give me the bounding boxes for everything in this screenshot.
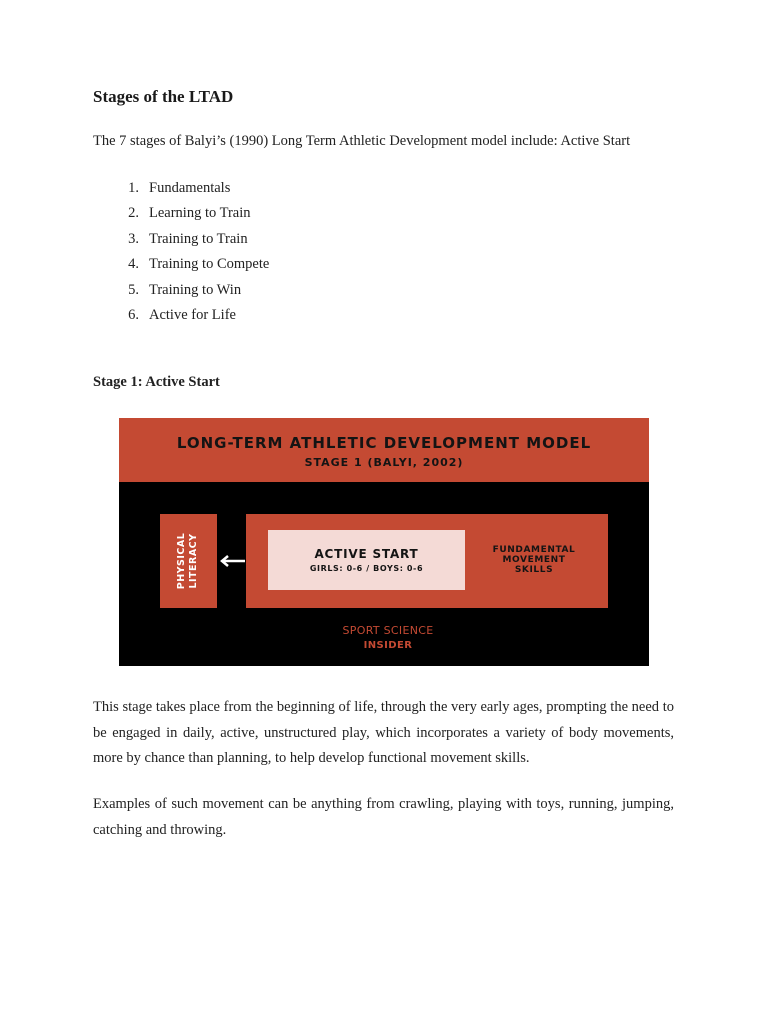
arrow-left-icon bbox=[217, 554, 247, 568]
diagram-title: LONG-TERM ATHLETIC DEVELOPMENT MODEL bbox=[176, 434, 592, 452]
active-start-ages: GIRLS: 0-6 / BOYS: 0-6 bbox=[309, 564, 424, 573]
page-title: Stages of the LTAD bbox=[93, 87, 234, 106]
intro-paragraph: The 7 stages of Balyi’s (1990) Long Term Athletic Development model include: Active Start bbox=[93, 133, 631, 149]
fundamental-movement-skills-label: FUNDAMENTAL MOVEMENT SKILLS bbox=[492, 545, 576, 575]
list-item: 6. Active for Life bbox=[128, 306, 236, 323]
list-item: 5. Training to Win bbox=[128, 281, 242, 298]
physical-literacy-box bbox=[160, 514, 217, 608]
list-item: 3. Training to Train bbox=[128, 230, 248, 247]
active-start-box bbox=[268, 530, 465, 590]
list-item: 2. Learning to Train bbox=[128, 205, 251, 222]
stage1-description: This stage takes place from the beginning of life, through the very early ages, prompting the need to be engaged in daily, active, unstructured play, which incorporates a variety of body movements, more by chance than planning, to help develop functional movement skills. bbox=[93, 699, 674, 766]
brand-logo-line1: SPORT SCIENCE bbox=[342, 624, 434, 637]
stage-main-box bbox=[246, 514, 608, 608]
stages-list bbox=[93, 179, 269, 331]
diagram-subtitle: STAGE 1 (BALYI, 2002) bbox=[304, 456, 464, 469]
list-item: 1. Fundamentals bbox=[128, 180, 231, 196]
list-item: 4. Training to Compete bbox=[128, 256, 270, 273]
brand-logo-line2: INSIDER bbox=[363, 640, 413, 651]
movement-examples: Examples of such movement can be anything from crawling, playing with toys, running, jumping, catching and throwing. bbox=[93, 796, 674, 838]
physical-literacy-label: PHYSICAL LITERACY bbox=[176, 532, 199, 590]
section-heading-stage1: Stage 1: Active Start bbox=[93, 374, 220, 390]
diagram-header bbox=[119, 418, 649, 482]
ltad-diagram-image bbox=[119, 418, 649, 666]
active-start-title: ACTIVE START bbox=[314, 547, 419, 561]
